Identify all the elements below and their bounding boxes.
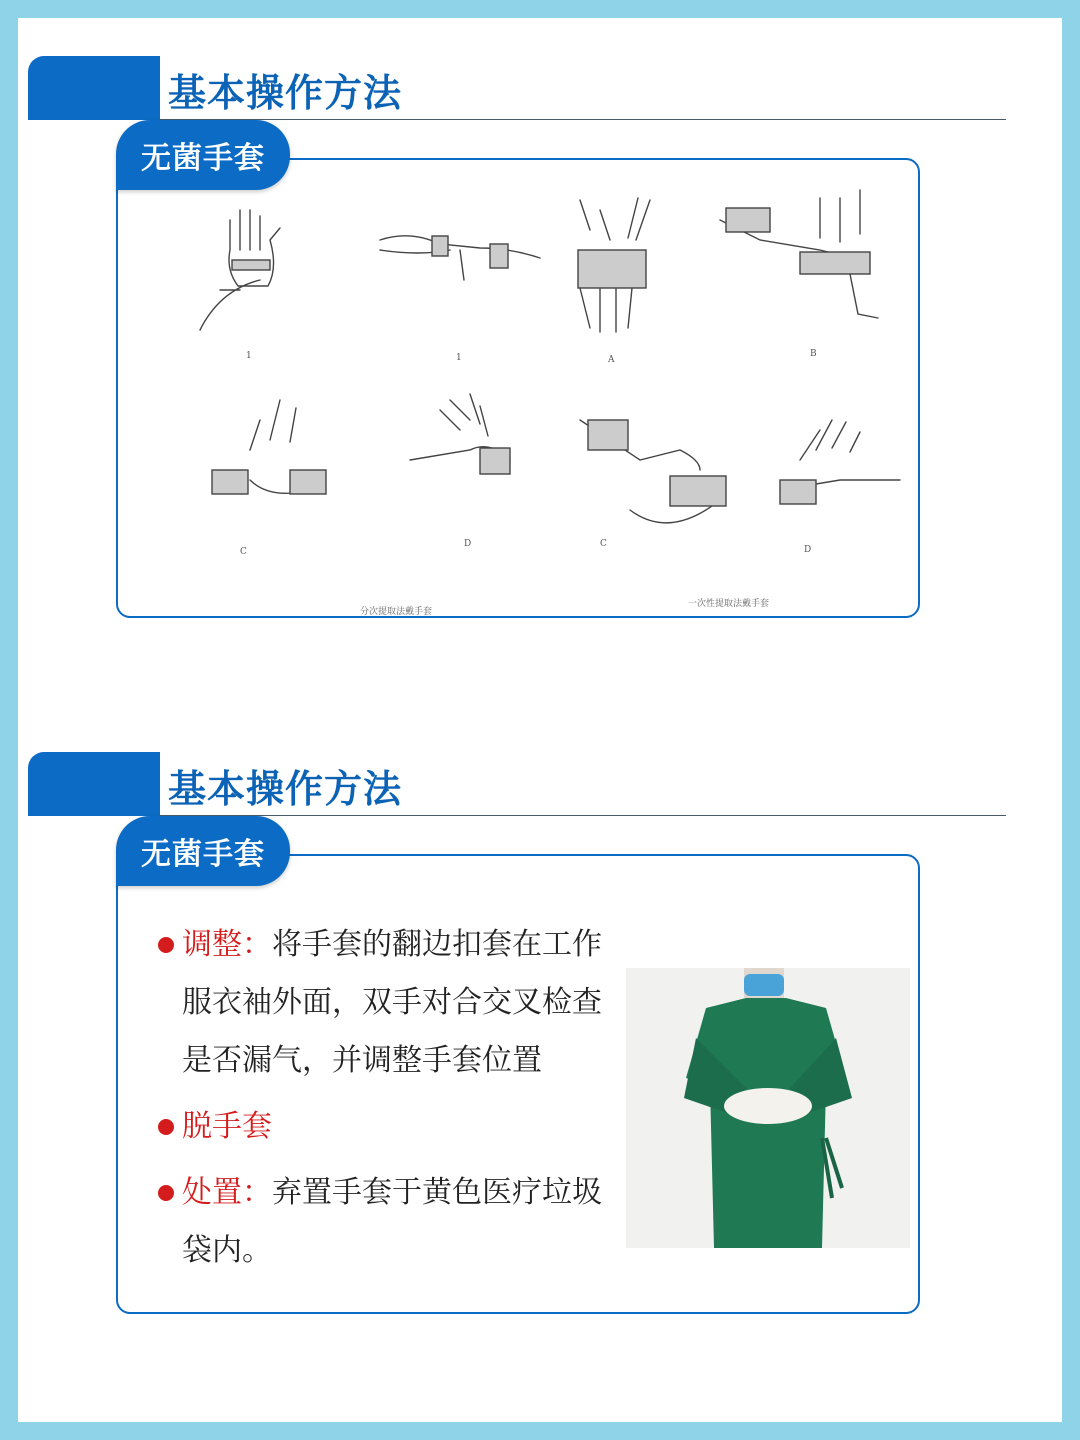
hand-step-b xyxy=(720,190,878,318)
figure-caption: 一次性提取法戴手套 xyxy=(688,599,770,609)
bullet-dot-icon xyxy=(158,937,174,953)
figure-label: C xyxy=(240,547,247,557)
item-text: 弃置手套于黄色医疗垃圾袋内。 xyxy=(182,1175,602,1268)
list-item xyxy=(154,1164,624,1280)
section-illustrations xyxy=(18,56,1062,636)
section-steps xyxy=(18,752,1062,1332)
gown-illustration xyxy=(626,968,910,1248)
list-item xyxy=(154,1098,624,1156)
tag-label: 无菌手套 xyxy=(141,837,265,872)
figure-label: C xyxy=(600,539,607,549)
page xyxy=(18,18,1062,1422)
bullet-dot-icon xyxy=(158,1185,174,1201)
hand-step-c-1 xyxy=(212,400,326,494)
figure-label: 1 xyxy=(246,351,252,361)
tag-label: 无菌手套 xyxy=(141,141,265,176)
item-sep: ： xyxy=(242,1175,272,1210)
glove-steps-illustration xyxy=(160,180,900,617)
hand-step-d-1 xyxy=(410,394,510,474)
list-item xyxy=(154,916,624,1090)
figure-label: D xyxy=(464,539,472,549)
content-card xyxy=(116,158,920,618)
content-card xyxy=(116,854,920,1314)
hand-step-c-2 xyxy=(580,420,726,523)
item-sep: ： xyxy=(242,927,272,962)
figure-label: 1 xyxy=(456,353,462,363)
section-title: 基本操作方法 xyxy=(168,767,403,811)
hand-step-2 xyxy=(380,236,540,280)
glove-steps-svg xyxy=(160,180,900,617)
step-list xyxy=(154,916,624,1288)
header-block xyxy=(28,752,160,816)
section-title: 基本操作方法 xyxy=(168,71,403,115)
tag-pill xyxy=(116,120,290,190)
hand-step-d-2 xyxy=(780,420,900,504)
gowned-person-photo xyxy=(626,968,910,1248)
tag-pill xyxy=(116,816,290,886)
header-divider xyxy=(160,815,1006,816)
item-key: 调整 xyxy=(182,927,242,962)
figure-caption: 分次提取法戴手套 xyxy=(360,607,433,617)
item-key: 处置 xyxy=(182,1175,242,1210)
hand-step-1 xyxy=(200,210,280,330)
item-text: 将手套的翻边扣套在工作服衣袖外面，双手对合交叉检查是否漏气，并调整手套位置 xyxy=(182,927,602,1078)
hand-step-a xyxy=(578,198,650,332)
item-key: 脱手套 xyxy=(182,1109,272,1144)
figure-label: D xyxy=(804,545,812,555)
figure-label: A xyxy=(608,355,615,365)
figure-label: B xyxy=(810,349,817,359)
bullet-dot-icon xyxy=(158,1119,174,1135)
header-divider xyxy=(160,119,1006,120)
header-block xyxy=(28,56,160,120)
